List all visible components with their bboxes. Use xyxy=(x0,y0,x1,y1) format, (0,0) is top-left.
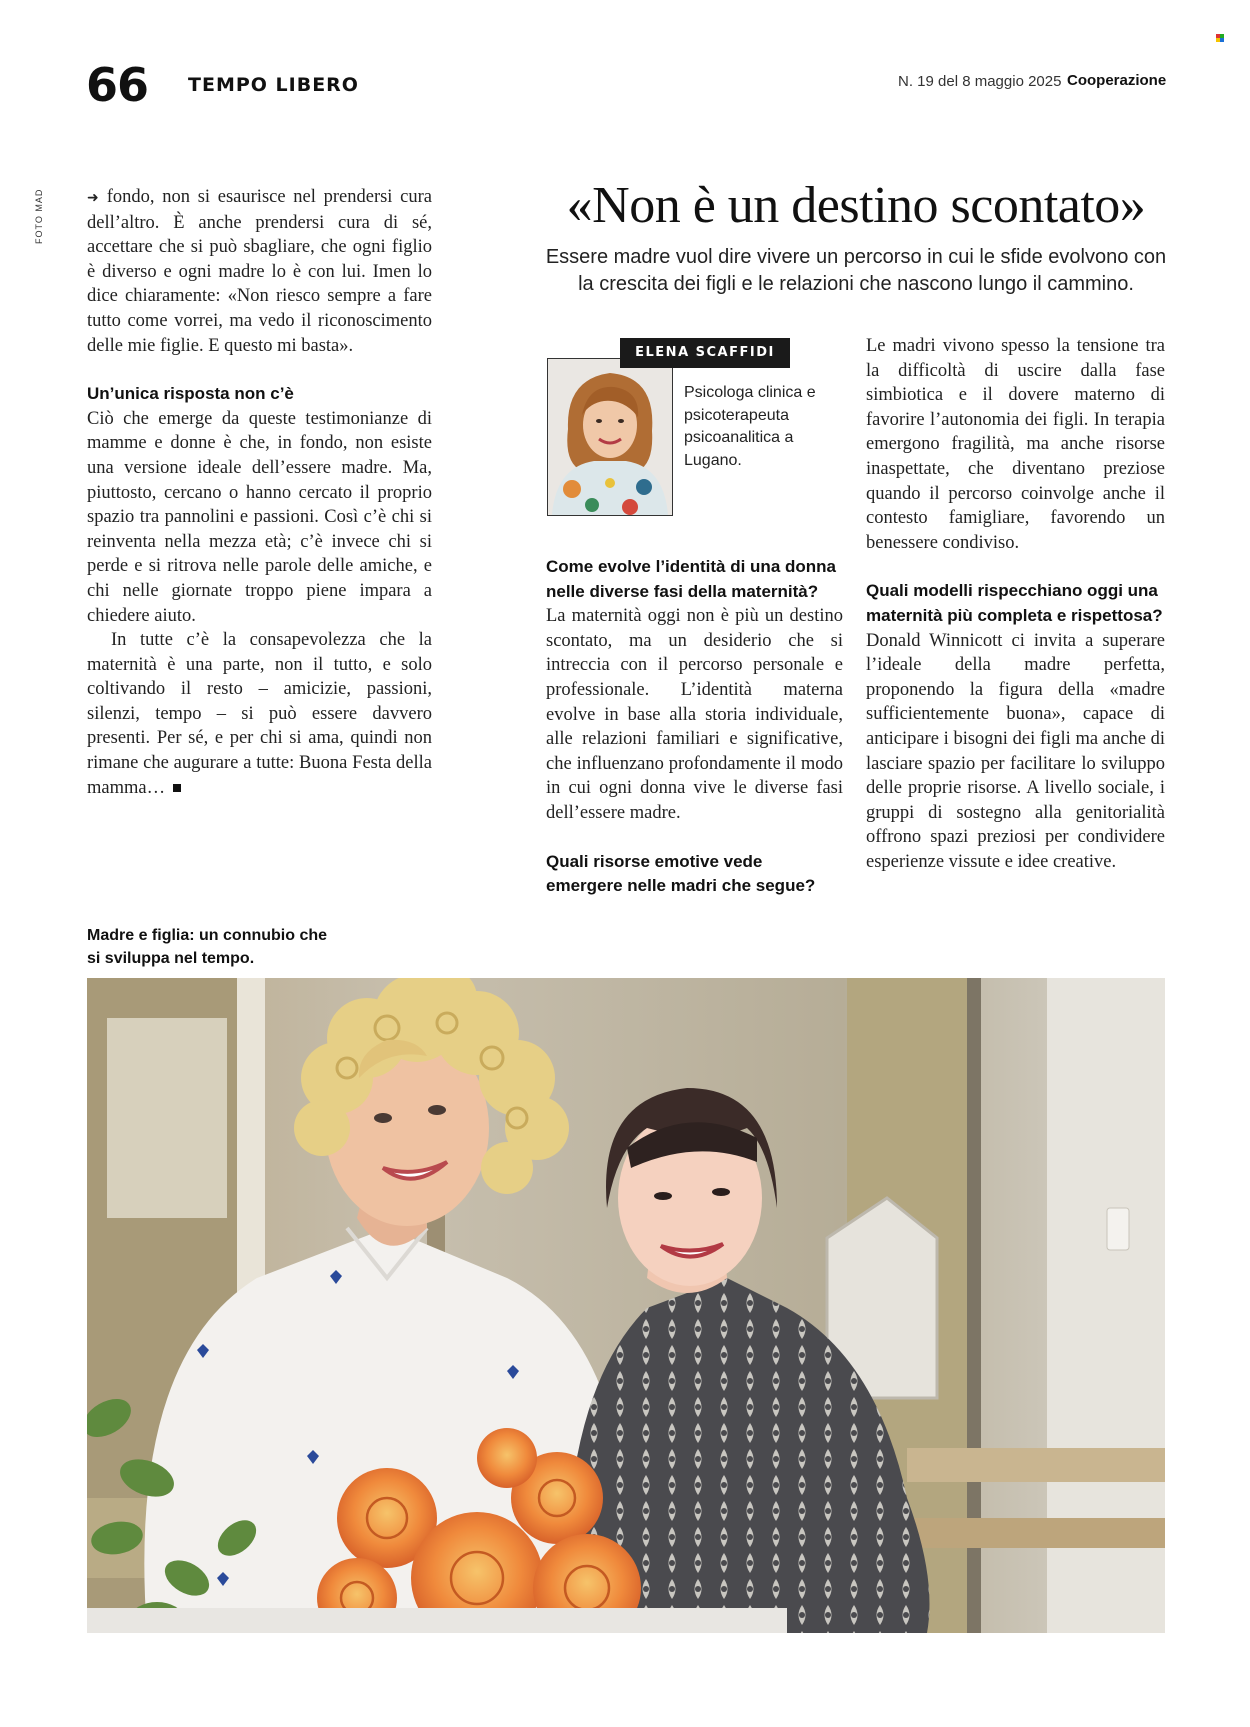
page-number: 66 xyxy=(86,58,149,112)
expert-name-label: ELENA SCAFFIDI xyxy=(620,338,790,368)
section-title: TEMPO LIBERO xyxy=(188,74,359,96)
publication-brand: Cooperazione xyxy=(1067,72,1167,89)
subheading: Un’unica risposta non c’è xyxy=(87,384,294,404)
interview-column-3 xyxy=(866,334,1165,874)
photo-credit: FOTO MAD xyxy=(34,188,44,244)
interview-question-2: Quali risorse emotive vede emergere nelle madri che segue? xyxy=(546,851,816,896)
interview-answer-2: Le madri vivono spesso la tensione tra la difficoltà di uscire dalla fase simbiotica e il dovere materno di favorire l’autonomia dei figli. In terapia emergono fragilità, ma anche risorse inaspettate, che diventano preziose quando il percorso coinvolge anche il contesto famigliare, favorendo un benessere condiviso. xyxy=(866,336,1165,553)
photo-caption: Madre e figlia: un connubio che si sviluppa nel tempo. xyxy=(87,927,328,967)
continuation-arrow-icon: ➜ xyxy=(87,190,99,206)
expert-bio: Psicologa clinica e psicoterapeuta psicoanalitica a Lugano. xyxy=(684,384,816,469)
interview-answer-3: Donald Winnicott ci invita a superare l’ideale della madre perfetta, proponendo la figura della «madre sufficientemente buona», capace di anticipare i bisogni dei figli ma anche di lasciare spazio per facilitare lo sviluppo delle proprie risorse. A livello sociale, i gruppi di sostegno alla genitorialità offrono spazi preziosi per condividere esperienze vissute e idee creative. xyxy=(866,630,1165,872)
mother-daughter-illustration xyxy=(87,978,1165,1633)
interview-answer-1: La maternità oggi non è più un destino scontato, ma un desiderio che si intreccia con il percorso personale e professionale. L’identità materna evolve in base alla storia individuale, alle relazioni familiari e significative, che influenzano profondamente il modo in cui ogni donna vive le diverse fasi dell’essere madre. xyxy=(546,606,843,823)
paragraph: ➜ fondo, non si esaurisce nel prendersi cura dell’altro. È anche prendersi cura di sé, accettare che si può sbagliare, che ogni figlio è diverso e ogni madre lo è con lui. Imen lo dice chiaramente: «Non riesco sempre a fare tutto come vorrei, ma vedo il riconoscimento delle mie figlie. E questo mi basta». xyxy=(87,187,432,356)
interview-deck: Essere madre vuol dire vivere un percorso in cui le sfide evolvono con la crescita dei figli e le relazioni che nascono lungo il cammino. xyxy=(545,246,1167,295)
paragraph: Ciò che emerge da queste testimonianze di mamme e donne è che, in fondo, non esiste una versione ideale dell’essere madre. Ma, piuttosto, cercano o hanno cercato il proprio spazio tra pannolini e passioni. Così c’è chi si reinventa nella mezza età; c’è invece chi si perde e si ritrova nelle parole delle amiche, e chi nelle giornate troppo piene impara a chiedere aiuto. xyxy=(87,408,432,626)
expert-portrait xyxy=(547,358,673,516)
registration-mark xyxy=(1216,34,1224,42)
article-column-1 xyxy=(87,185,432,800)
mother-daughter-photo xyxy=(87,978,1165,1633)
end-of-article-mark xyxy=(173,784,181,792)
interview-question-1: Come evolve l’identità di una donna nelle diverse fasi della maternità? xyxy=(546,557,836,601)
paragraph: In tutte c’è la consapevolezza che la maternità è una parte, non il tutto, e solo coltivando il resto – amicizie, passioni, silenzi, tempo – si può essere davvero presenti. Per sé, e per chi si ama, quindi non rimane che augurare a tutte: Buona Festa della mamma… xyxy=(87,630,432,798)
interview-column-2 xyxy=(546,555,843,899)
interview-question-3: Quali modelli rispecchiano oggi una maternità più completa e rispettosa? xyxy=(866,581,1163,625)
interview-headline: «Non è un destino scontato» xyxy=(566,177,1146,234)
issue-info: N. 19 del 8 maggio 2025 xyxy=(898,73,1062,90)
expert-portrait-image xyxy=(548,359,672,515)
